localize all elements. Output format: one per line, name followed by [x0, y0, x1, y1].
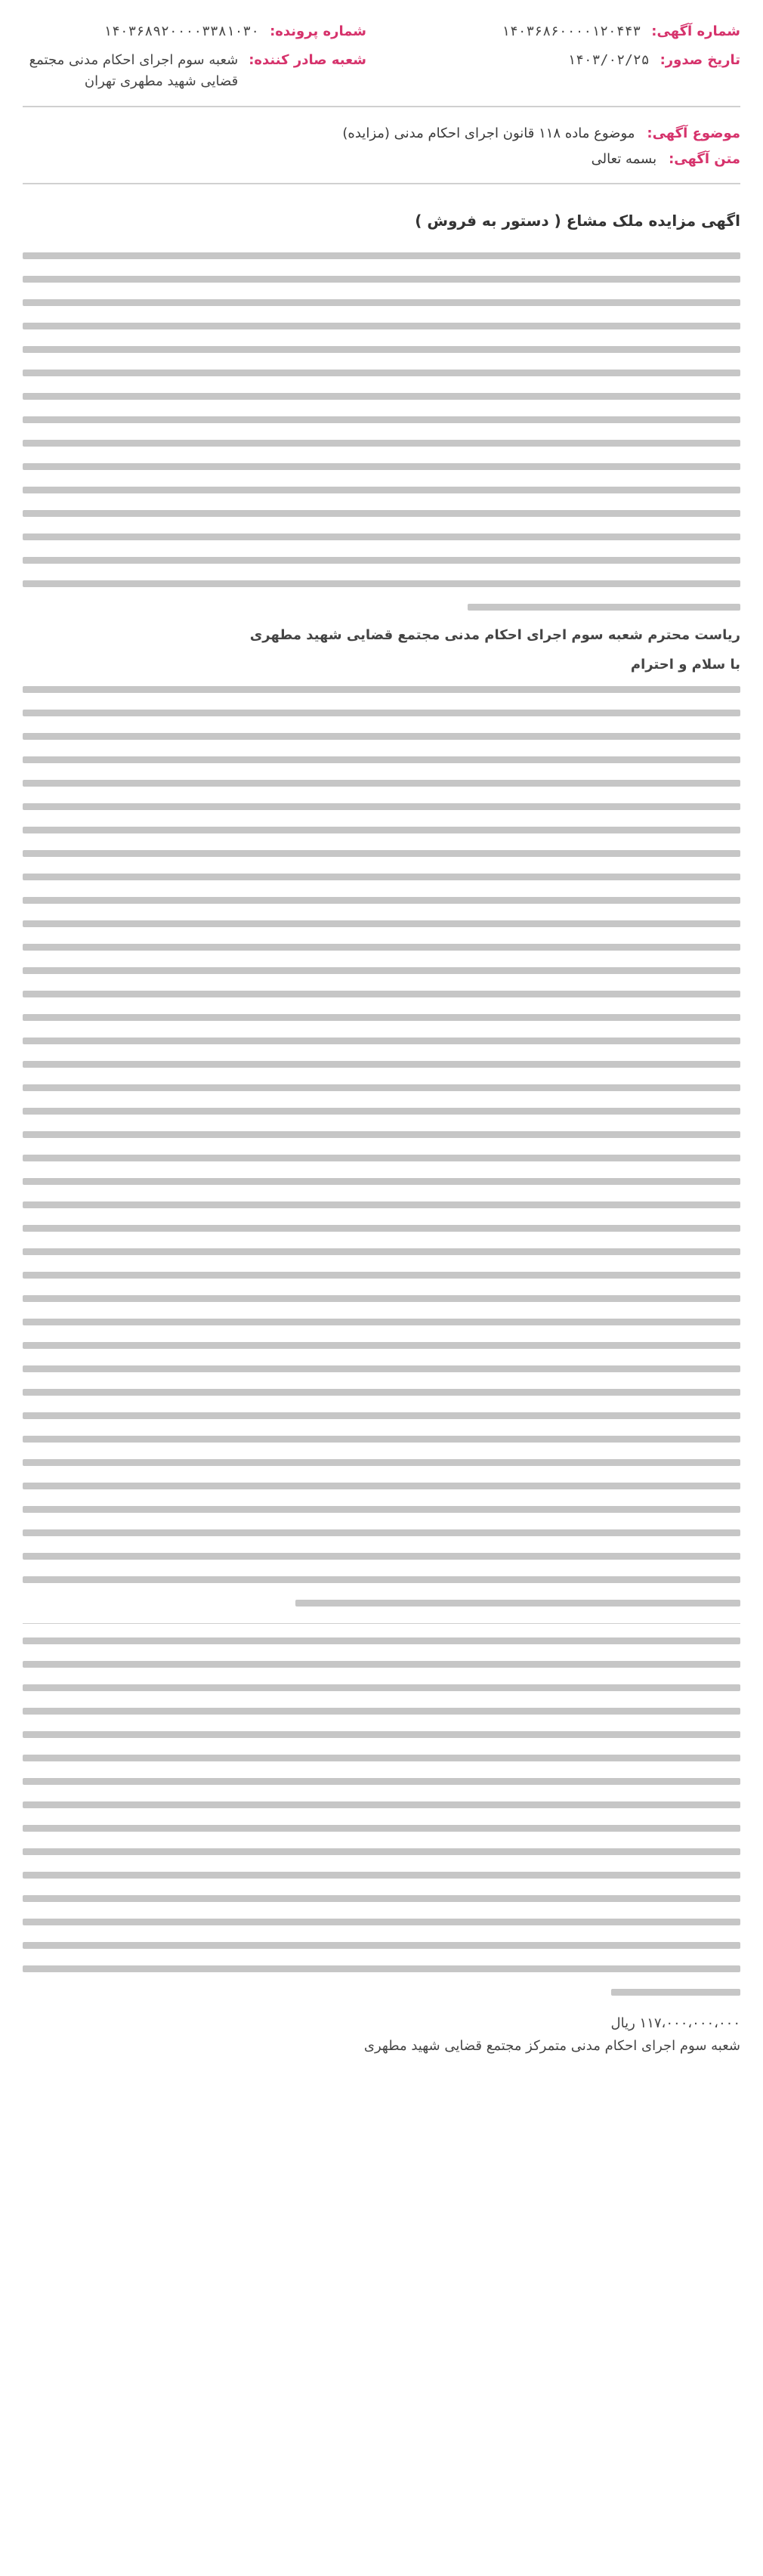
subject-row [23, 121, 740, 147]
signature: شعبه سوم اجرای احکام مدنی متمرکز مجتمع قضایی شهید مطهری [363, 2038, 740, 2054]
paragraph-1 [23, 252, 740, 611]
notice-title: اگهی مزایده ملک مشاع ( دستور به فروش ) [415, 212, 740, 230]
text-line [23, 1637, 740, 1644]
text-line [23, 827, 740, 833]
notice-header [23, 21, 740, 107]
text-line [23, 1248, 740, 1255]
paragraph-3 [23, 1637, 740, 1996]
issue-date-label: تاریخ صدور: [660, 52, 740, 68]
text-line [23, 1848, 740, 1855]
text-line [23, 299, 740, 306]
text-line [23, 370, 740, 376]
text-line [23, 1801, 740, 1808]
text-line [23, 967, 740, 974]
text-line [23, 920, 740, 927]
text-line [23, 686, 740, 693]
issue-date-row [397, 50, 740, 92]
text-line [23, 440, 740, 447]
body-label: متن آگهی: [669, 151, 740, 167]
text-line [23, 276, 740, 283]
text-line [23, 416, 740, 423]
text-line [23, 1459, 740, 1466]
body-opening: بسمه تعالی [591, 151, 657, 167]
issuing-branch-label: شعبه صادر کننده: [249, 52, 366, 68]
text-line [23, 1295, 740, 1302]
text-line [23, 252, 740, 259]
text-line [23, 1155, 740, 1161]
text-line [23, 346, 740, 353]
divider [23, 1623, 740, 1624]
paragraph-2 [23, 686, 740, 1607]
greeting: با سلام و احترام [630, 657, 740, 673]
text-line [23, 1365, 740, 1372]
text-line [23, 944, 740, 951]
text-line [23, 1483, 740, 1489]
text-line [23, 1014, 740, 1021]
text-line [23, 533, 740, 540]
text-line [23, 780, 740, 787]
case-number: ۱۴۰۳۶۸۹۲۰۰۰۰۳۳۸۱۰۳۰ [103, 23, 260, 39]
text-line [23, 1319, 740, 1325]
text-line [23, 323, 740, 329]
subject-label: موضوع آگهی: [647, 125, 740, 141]
text-line [23, 557, 740, 564]
notice-footer [23, 2012, 740, 2058]
text-line [23, 1684, 740, 1691]
text-line [23, 580, 740, 587]
text-line [23, 1201, 740, 1208]
text-line [23, 1436, 740, 1443]
issuing-branch: شعبه سوم اجرای احکام مدنی مجتمع قضایی شهید مطهری تهران [29, 52, 239, 89]
text-line [23, 1965, 740, 1972]
text-line [23, 1061, 740, 1068]
text-line [23, 1529, 740, 1536]
text-line [23, 1872, 740, 1879]
notice-number-label: شماره آگهی: [651, 23, 740, 39]
text-line [23, 874, 740, 880]
text-line [23, 1895, 740, 1902]
text-line [611, 1989, 740, 1996]
text-line [23, 510, 740, 517]
case-number-label: شماره پرونده: [270, 23, 366, 39]
text-line [23, 1412, 740, 1419]
price-note: ۱۱۷،۰۰۰،۰۰۰،۰۰۰ ریال [610, 2015, 740, 2031]
text-line [23, 1506, 740, 1513]
text-line [23, 1661, 740, 1668]
text-line [23, 710, 740, 716]
text-line [23, 1389, 740, 1396]
addressee: ریاست محترم شعبه سوم اجرای احکام مدنی مجتمع قضایی شهید مطهری [249, 627, 740, 643]
text-line [23, 393, 740, 400]
text-line [23, 756, 740, 763]
notice-number: ۱۴۰۳۶۸۶۰۰۰۰۱۲۰۴۴۳ [502, 23, 641, 39]
text-line [23, 1342, 740, 1349]
text-line [23, 1272, 740, 1279]
text-line [23, 897, 740, 904]
text-line [23, 463, 740, 470]
text-line [23, 850, 740, 857]
text-line [23, 487, 740, 493]
text-line [295, 1600, 740, 1607]
text-line [468, 604, 740, 611]
text-line [23, 733, 740, 740]
text-line [23, 1825, 740, 1832]
issue-date: ۱۴۰۳/۰۲/۲۵ [567, 52, 650, 68]
text-line [23, 1942, 740, 1949]
text-line [23, 1708, 740, 1715]
text-line [23, 1755, 740, 1761]
text-line [23, 1576, 740, 1583]
text-line [23, 1178, 740, 1185]
text-line [23, 803, 740, 810]
text-line [23, 1553, 740, 1560]
issuing-branch-row [23, 50, 366, 92]
text-line [23, 1919, 740, 1925]
subject-text: موضوع ماده ۱۱۸ قانون اجرای احکام مدنی (مزایده) [342, 125, 635, 141]
text-line [23, 1084, 740, 1091]
text-line [23, 1038, 740, 1044]
notice-meta [23, 107, 740, 184]
notice-number-row [397, 21, 740, 42]
text-line [23, 991, 740, 997]
body-opening-row [23, 147, 740, 172]
case-number-row [23, 21, 366, 42]
text-line [23, 1225, 740, 1232]
text-line [23, 1131, 740, 1138]
text-line [23, 1731, 740, 1738]
text-line [23, 1108, 740, 1115]
text-line [23, 1778, 740, 1785]
